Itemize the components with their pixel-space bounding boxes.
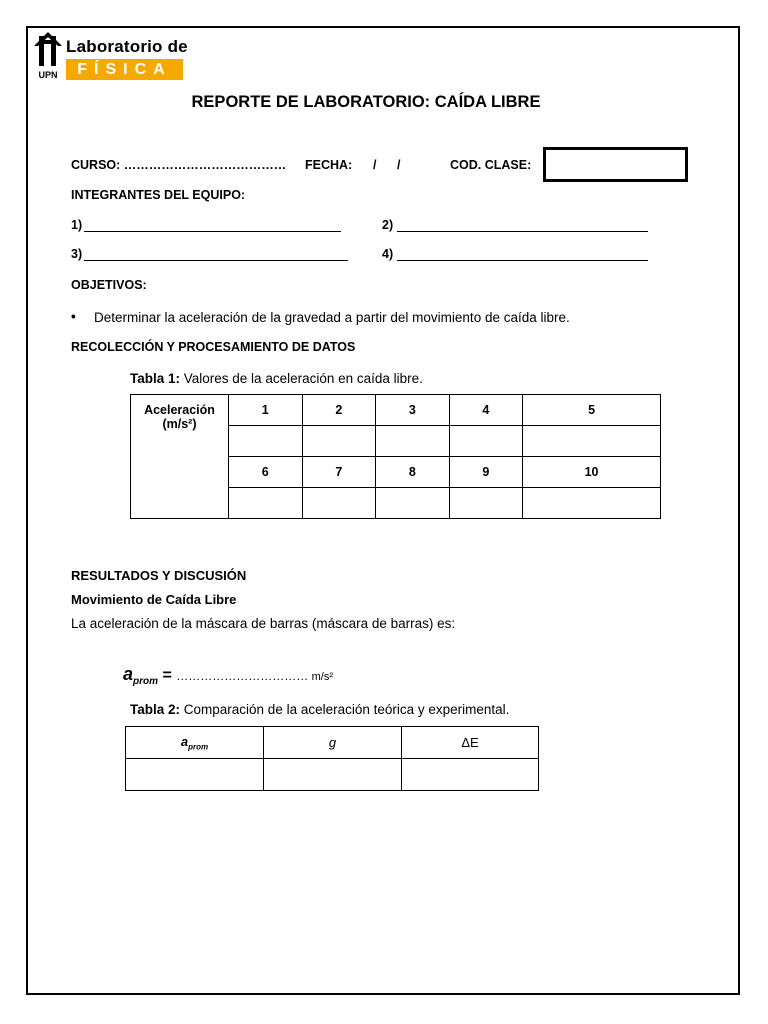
table1-col-header: 10: [523, 457, 661, 488]
table1-row-label: [131, 395, 229, 519]
member-2-line[interactable]: [397, 231, 648, 232]
table2-value-cell[interactable]: [402, 759, 539, 791]
table1-col-header: 7: [302, 457, 376, 488]
table1-value-cell[interactable]: [302, 426, 376, 457]
aprom-subscript: prom: [133, 676, 159, 688]
member-2-label: 2): [382, 218, 394, 232]
member-3-line[interactable]: [84, 260, 348, 261]
table1-col-header: 3: [376, 395, 450, 426]
aprom-equals: =: [158, 667, 177, 684]
fecha-label: FECHA:: [305, 158, 353, 172]
table2-caption-label: Tabla 2:: [130, 702, 181, 717]
table1-row-label-line2: (m/s²): [162, 417, 197, 431]
member-3-label: 3): [71, 247, 83, 261]
table1-caption-label: Tabla 1:: [130, 371, 181, 386]
table1-value-cell[interactable]: [376, 488, 450, 519]
table2-aprom-symbol: a: [180, 733, 189, 749]
team-heading: INTEGRANTES DEL EQUIPO:: [71, 188, 246, 202]
results-heading: RESULTADOS Y DISCUSIÓN: [71, 568, 247, 583]
table2-header-delta-e: ΔE: [402, 727, 539, 759]
results-sentence: La aceleración de la máscara de barras (máscara de barras) es:: [71, 616, 456, 631]
aprom-equation: [123, 664, 333, 687]
objective-1: Determinar la aceleración de la gravedad a partir del movimiento de caída libre.: [94, 310, 570, 325]
member-4-line[interactable]: [397, 260, 648, 261]
table1-value-cell[interactable]: [449, 426, 523, 457]
table1-col-header: 9: [449, 457, 523, 488]
table1-row-label-line1: Aceleración: [144, 403, 215, 417]
fecha-sep-1: /: [373, 158, 377, 172]
curso-label: CURSO: …………………………………: [71, 158, 287, 172]
table2-aprom-subscript: prom: [188, 742, 209, 752]
table1-value-cell[interactable]: [376, 426, 450, 457]
table1-col-header: 8: [376, 457, 450, 488]
report-title: REPORTE DE LABORATORIO: CAÍDA LIBRE: [191, 93, 541, 111]
table2-value-cell[interactable]: [126, 759, 264, 791]
table1-value-cell[interactable]: [229, 488, 303, 519]
table1-value-cell[interactable]: [449, 488, 523, 519]
table1: [130, 394, 661, 519]
aprom-unit: m/s²: [311, 671, 333, 683]
table1-col-header: 4: [449, 395, 523, 426]
table1-col-header: 5: [523, 395, 661, 426]
table1-col-header: 6: [229, 457, 303, 488]
data-heading: RECOLECCIÓN Y PROCESAMIENTO DE DATOS: [71, 340, 356, 354]
member-4-label: 4): [382, 247, 394, 261]
table1-caption: [130, 371, 423, 386]
table1-col-header: 1: [229, 395, 303, 426]
table1-col-header: 2: [302, 395, 376, 426]
bullet: •: [71, 309, 76, 324]
fecha-sep-2: /: [397, 158, 401, 172]
logo-mark-text: UPN: [38, 70, 58, 80]
cod-clase-field[interactable]: [543, 147, 688, 182]
cod-clase-label: COD. CLASE:: [450, 158, 532, 172]
aprom-symbol: a: [123, 664, 134, 684]
upn-logo-icon: [34, 32, 62, 80]
logo-subtitle: FÍSICA: [66, 59, 183, 80]
logo-title: Laboratorio de: [66, 37, 188, 56]
table1-value-cell[interactable]: [523, 426, 661, 457]
table1-caption-text: Valores de la aceleración en caída libre.: [180, 371, 423, 386]
table1-value-cell[interactable]: [523, 488, 661, 519]
table1-value-cell[interactable]: [229, 426, 303, 457]
table2-header-aprom: [126, 727, 264, 759]
objectives-heading: OBJETIVOS:: [71, 278, 147, 292]
table2-header-g: g: [264, 727, 402, 759]
results-subheading: Movimiento de Caída Libre: [71, 592, 237, 607]
table2-caption-text: Comparación de la aceleración teórica y experimental.: [180, 702, 510, 717]
member-1-line[interactable]: [84, 231, 341, 232]
table2-caption: [130, 702, 509, 717]
member-1-label: 1): [71, 218, 83, 232]
aprom-blank[interactable]: ……………………………: [176, 669, 312, 683]
table1-value-cell[interactable]: [302, 488, 376, 519]
table2: [125, 726, 539, 791]
table2-value-cell[interactable]: [264, 759, 402, 791]
